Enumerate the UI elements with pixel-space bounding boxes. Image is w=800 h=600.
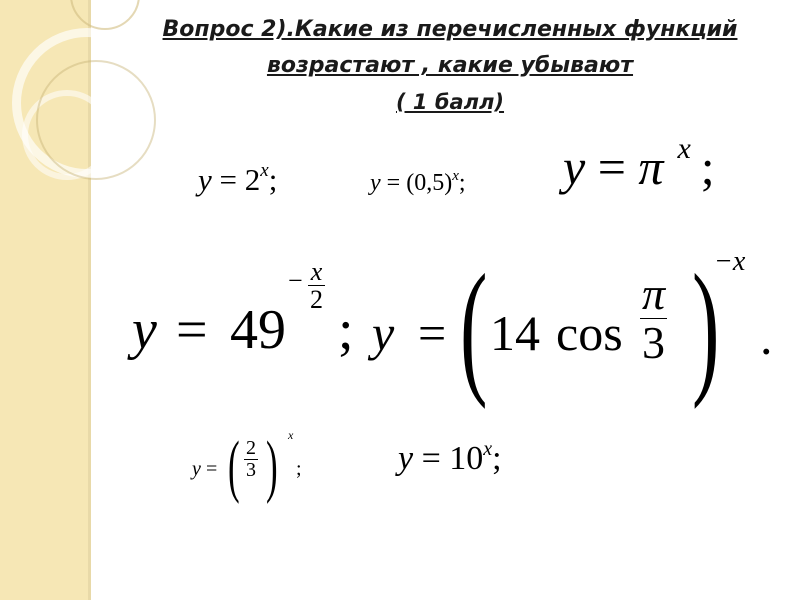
formula-10-pow-x: y = 10$^x$; <box>398 438 502 477</box>
question-heading <box>130 12 770 120</box>
formula-14cos-pi-over-3-pow-neg-x: y = ( 14 cos π 3 ) −x . <box>372 244 773 410</box>
right-paren: ) <box>692 244 720 410</box>
question-line-2: возрастают , какие убывают <box>266 53 634 78</box>
formula-two-thirds-pow-x: y = ( 2 3 ) x ; <box>192 428 302 505</box>
formula-2-pow-x: y = 2$^x$; <box>198 160 278 197</box>
left-paren: ( <box>460 244 488 410</box>
formula-pi-pow-x: y = π $^x$ ; <box>563 132 715 195</box>
formula-half-pow-x: $y = (0,5)^x$; <box>370 168 466 196</box>
question-points: ( 1 балл) <box>395 90 505 114</box>
question-line-1: Вопрос 2).Какие из перечисленных функций <box>162 17 738 42</box>
